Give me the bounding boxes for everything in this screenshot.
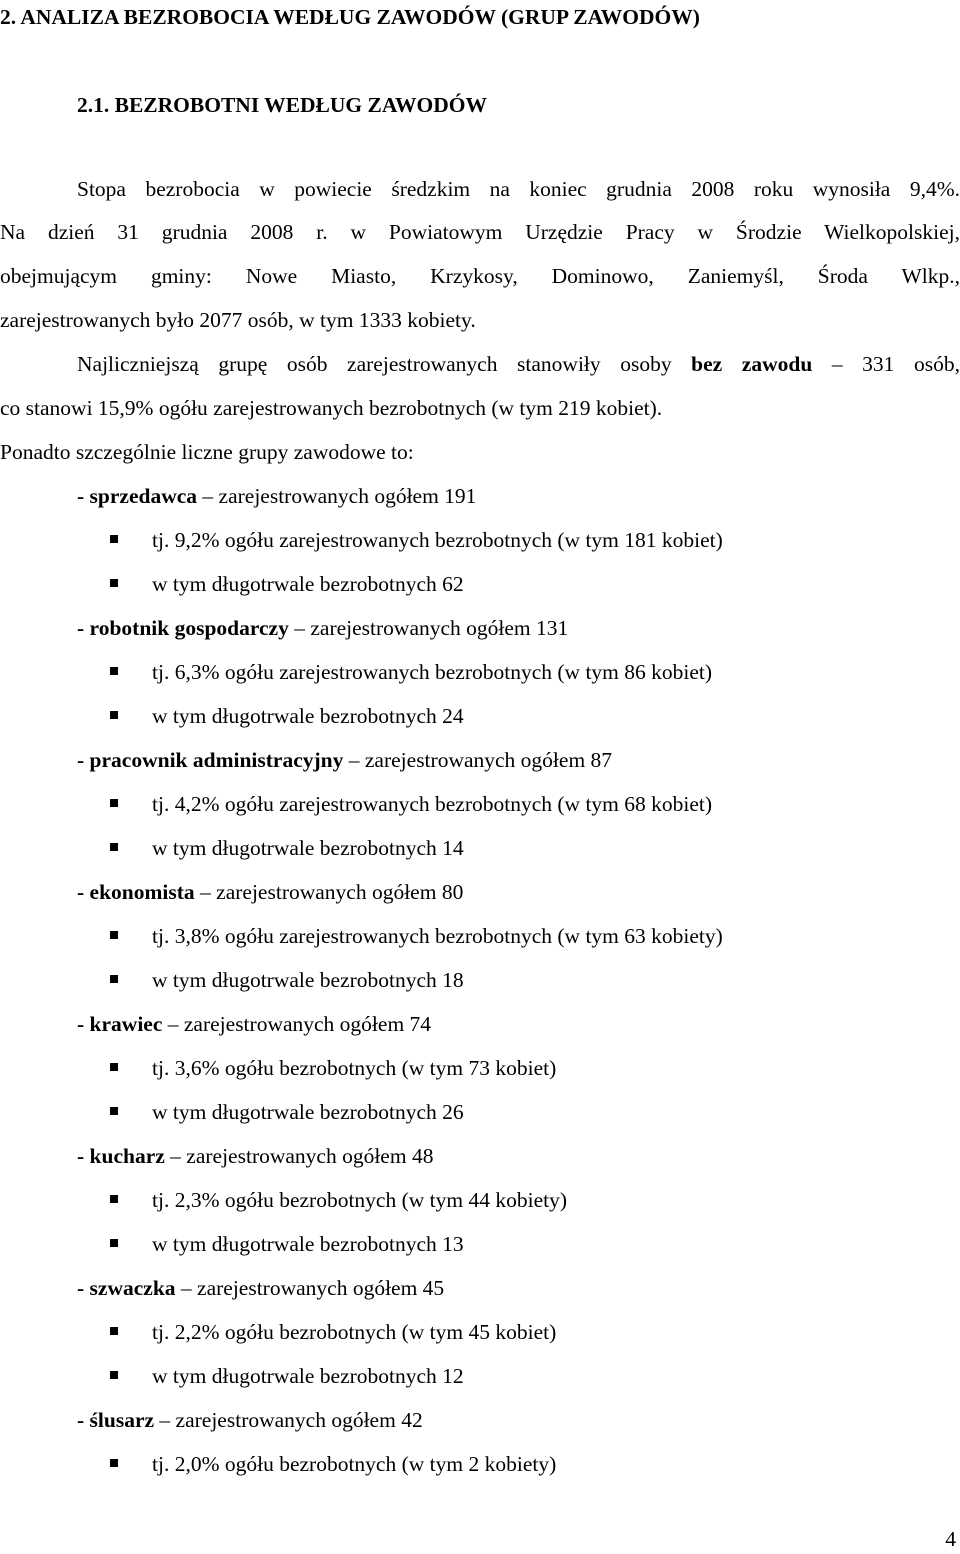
occupation-total: – zarejestrowanych ogółem 42 [154,1408,423,1432]
occupation-share-bullet: tj. 3,6% ogółu bezrobotnych (w tym 73 kobiet) [152,1056,557,1080]
occupation-name: robotnik gospodarczy [89,616,289,640]
occupation-share-bullet: tj. 2,2% ogółu bezrobotnych (w tym 45 kobiet) [152,1320,557,1344]
intro-line-3: obejmującym gminy: Nowe Miasto, Krzykosy, Dominowo, Zaniemyśl, Środa Wlkp., [0,264,960,288]
occupation-total: – zarejestrowanych ogółem 45 [175,1276,445,1300]
occupation-group-header [77,1011,431,1037]
occupation-longterm-bullet: w tym długotrwale bezrobotnych 26 [152,1100,464,1124]
occupation-name: krawiec [89,1012,163,1036]
occupation-name: ślusarz [89,1408,155,1432]
occupation-dash: - [77,1408,90,1432]
occupation-total: – zarejestrowanych ogółem 131 [288,616,569,640]
occupation-group-header [77,879,463,905]
occupation-dash: - [77,1012,90,1036]
occupation-longterm-bullet: w tym długotrwale bezrobotnych 62 [152,572,464,596]
occupation-name: kucharz [89,1144,165,1168]
largest-group-name: bez zawodu [691,352,813,376]
occupation-group-header [77,1143,433,1169]
occupation-dash: - [77,616,90,640]
occupation-group-header [77,1407,423,1433]
occupation-total: – zarejestrowanych ogółem 74 [162,1012,432,1036]
section-heading: 2. ANALIZA BEZROBOCIA WEDŁUG ZAWODÓW (GRUP ZAWODÓW) [0,5,700,29]
occupation-total: – zarejestrowanych ogółem 48 [164,1144,434,1168]
occupation-dash: - [77,1276,90,1300]
occupation-total: – zarejestrowanych ogółem 191 [197,484,477,508]
occupation-share-bullet: tj. 2,3% ogółu bezrobotnych (w tym 44 kobiety) [152,1188,567,1212]
intro-line-1: Stopa bezrobocia w powiecie średzkim na koniec grudnia 2008 roku wynosiła 9,4%. [77,177,960,201]
occupation-dash: - [77,880,90,904]
largest-group-line-2: co stanowi 15,9% ogółu zarejestrowanych bezrobotnych (w tym 219 kobiet). [0,396,663,420]
occupation-longterm-bullet: w tym długotrwale bezrobotnych 24 [152,704,464,728]
occupation-group-header [77,483,476,509]
occupation-longterm-bullet: w tym długotrwale bezrobotnych 14 [152,836,464,860]
occupation-name: ekonomista [89,880,195,904]
occupation-share-bullet: tj. 3,8% ogółu zarejestrowanych bezrobotnych (w tym 63 kobiety) [152,924,723,948]
occupation-total: – zarejestrowanych ogółem 80 [194,880,464,904]
occupation-group-header [77,615,568,641]
occupation-longterm-bullet: w tym długotrwale bezrobotnych 12 [152,1364,464,1388]
intro-line-4: zarejestrowanych było 2077 osób, w tym 1333 kobiety. [0,308,476,332]
occupation-share-bullet: tj. 6,3% ogółu zarejestrowanych bezrobotnych (w tym 86 kobiet) [152,660,713,684]
page-number: 4 [945,1527,956,1551]
occupation-name: pracownik administracyjny [89,748,344,772]
occupation-group-header [77,747,612,773]
occupation-group-header [77,1275,444,1301]
occupation-longterm-bullet: w tym długotrwale bezrobotnych 18 [152,968,464,992]
largest-group-line-1 [77,351,960,377]
groups-intro: Ponadto szczególnie liczne grupy zawodowe to: [0,440,414,464]
largest-group-text-pre: Najliczniejszą grupę osób zarejestrowanych stanowiły osoby [77,352,692,376]
occupation-share-bullet: tj. 2,0% ogółu bezrobotnych (w tym 2 kobiety) [152,1452,557,1476]
occupation-total: – zarejestrowanych ogółem 87 [343,748,613,772]
occupation-name: sprzedawca [89,484,198,508]
occupation-longterm-bullet: w tym długotrwale bezrobotnych 13 [152,1232,464,1256]
occupation-share-bullet: tj. 4,2% ogółu zarejestrowanych bezrobotnych (w tym 68 kobiet) [152,792,713,816]
occupation-share-bullet: tj. 9,2% ogółu zarejestrowanych bezrobotnych (w tym 181 kobiet) [152,528,723,552]
occupation-dash: - [77,484,90,508]
largest-group-text-post: – 331 osób, [812,352,960,376]
subsection-heading: 2.1. BEZROBOTNI WEDŁUG ZAWODÓW [77,93,487,117]
occupation-dash: - [77,748,90,772]
intro-line-2: Na dzień 31 grudnia 2008 r. w Powiatowym Urzędzie Pracy w Środzie Wielkopolskiej, [0,220,960,244]
occupation-dash: - [77,1144,90,1168]
occupation-name: szwaczka [89,1276,176,1300]
